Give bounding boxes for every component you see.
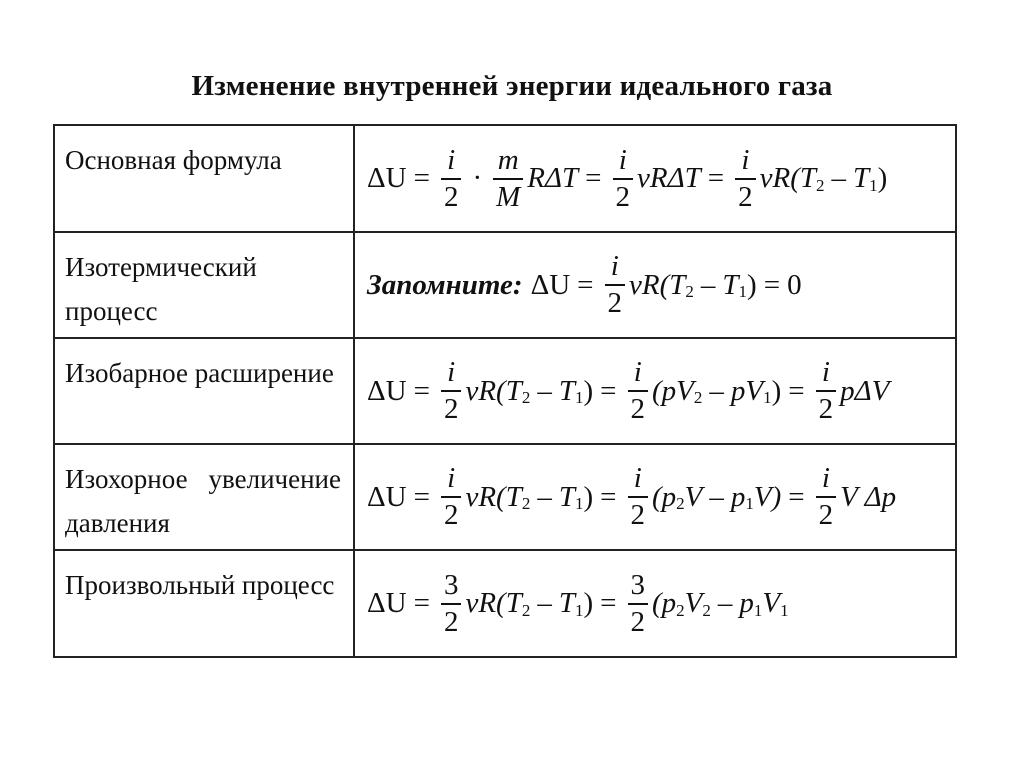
- formula: ΔU = $\frac{i}{2}$ νR(T 2 – T 1 ) = $\frac{i}{2}$ (p 2 V – p 1 V) = $\frac{i}{2}$ V Δp: [367, 462, 897, 531]
- row-label: Изохорное увеличение давления: [65, 464, 341, 538]
- row-label: Изотермический процесс: [65, 252, 257, 326]
- row-label: Основная формула: [65, 145, 282, 175]
- formula: ΔU = $\frac{3}{2}$ νR(T 2 – T 1 ) = $\frac{3}{2}$ (p 2 V 2 – p 1 V 1: [367, 568, 789, 638]
- table-row: [55, 445, 955, 551]
- table-row: [55, 551, 955, 656]
- note-label: Запомните:: [367, 268, 523, 301]
- row-label: Произвольный процесс: [65, 570, 335, 600]
- row-label: Изобарное расширение: [65, 358, 334, 388]
- page-title: Изменение внутренней энергии идеального газа: [191, 70, 833, 102]
- table-row: [55, 339, 955, 445]
- formula: Запомните: ΔU = $\frac{i}{2}$ νR(T 2 – T 1 ) = 0: [367, 250, 802, 319]
- formula: ΔU = $\frac{i}{2}$ νR(T 2 – T 1 ) = $\frac{i}{2}$ (pV 2 – pV 1 ) = $\frac{i}{2}$ pΔV: [367, 356, 890, 425]
- table-row: [55, 233, 955, 339]
- formula: ΔU = $\frac{i}{2}$ · $\frac{m}{M}$ RΔT = $\frac{i}{2}$ νRΔT = $\frac{i}{2}$ νR(T 2 – T 1 ): [367, 143, 888, 213]
- formula-table: [53, 124, 957, 658]
- table-row: [55, 126, 955, 233]
